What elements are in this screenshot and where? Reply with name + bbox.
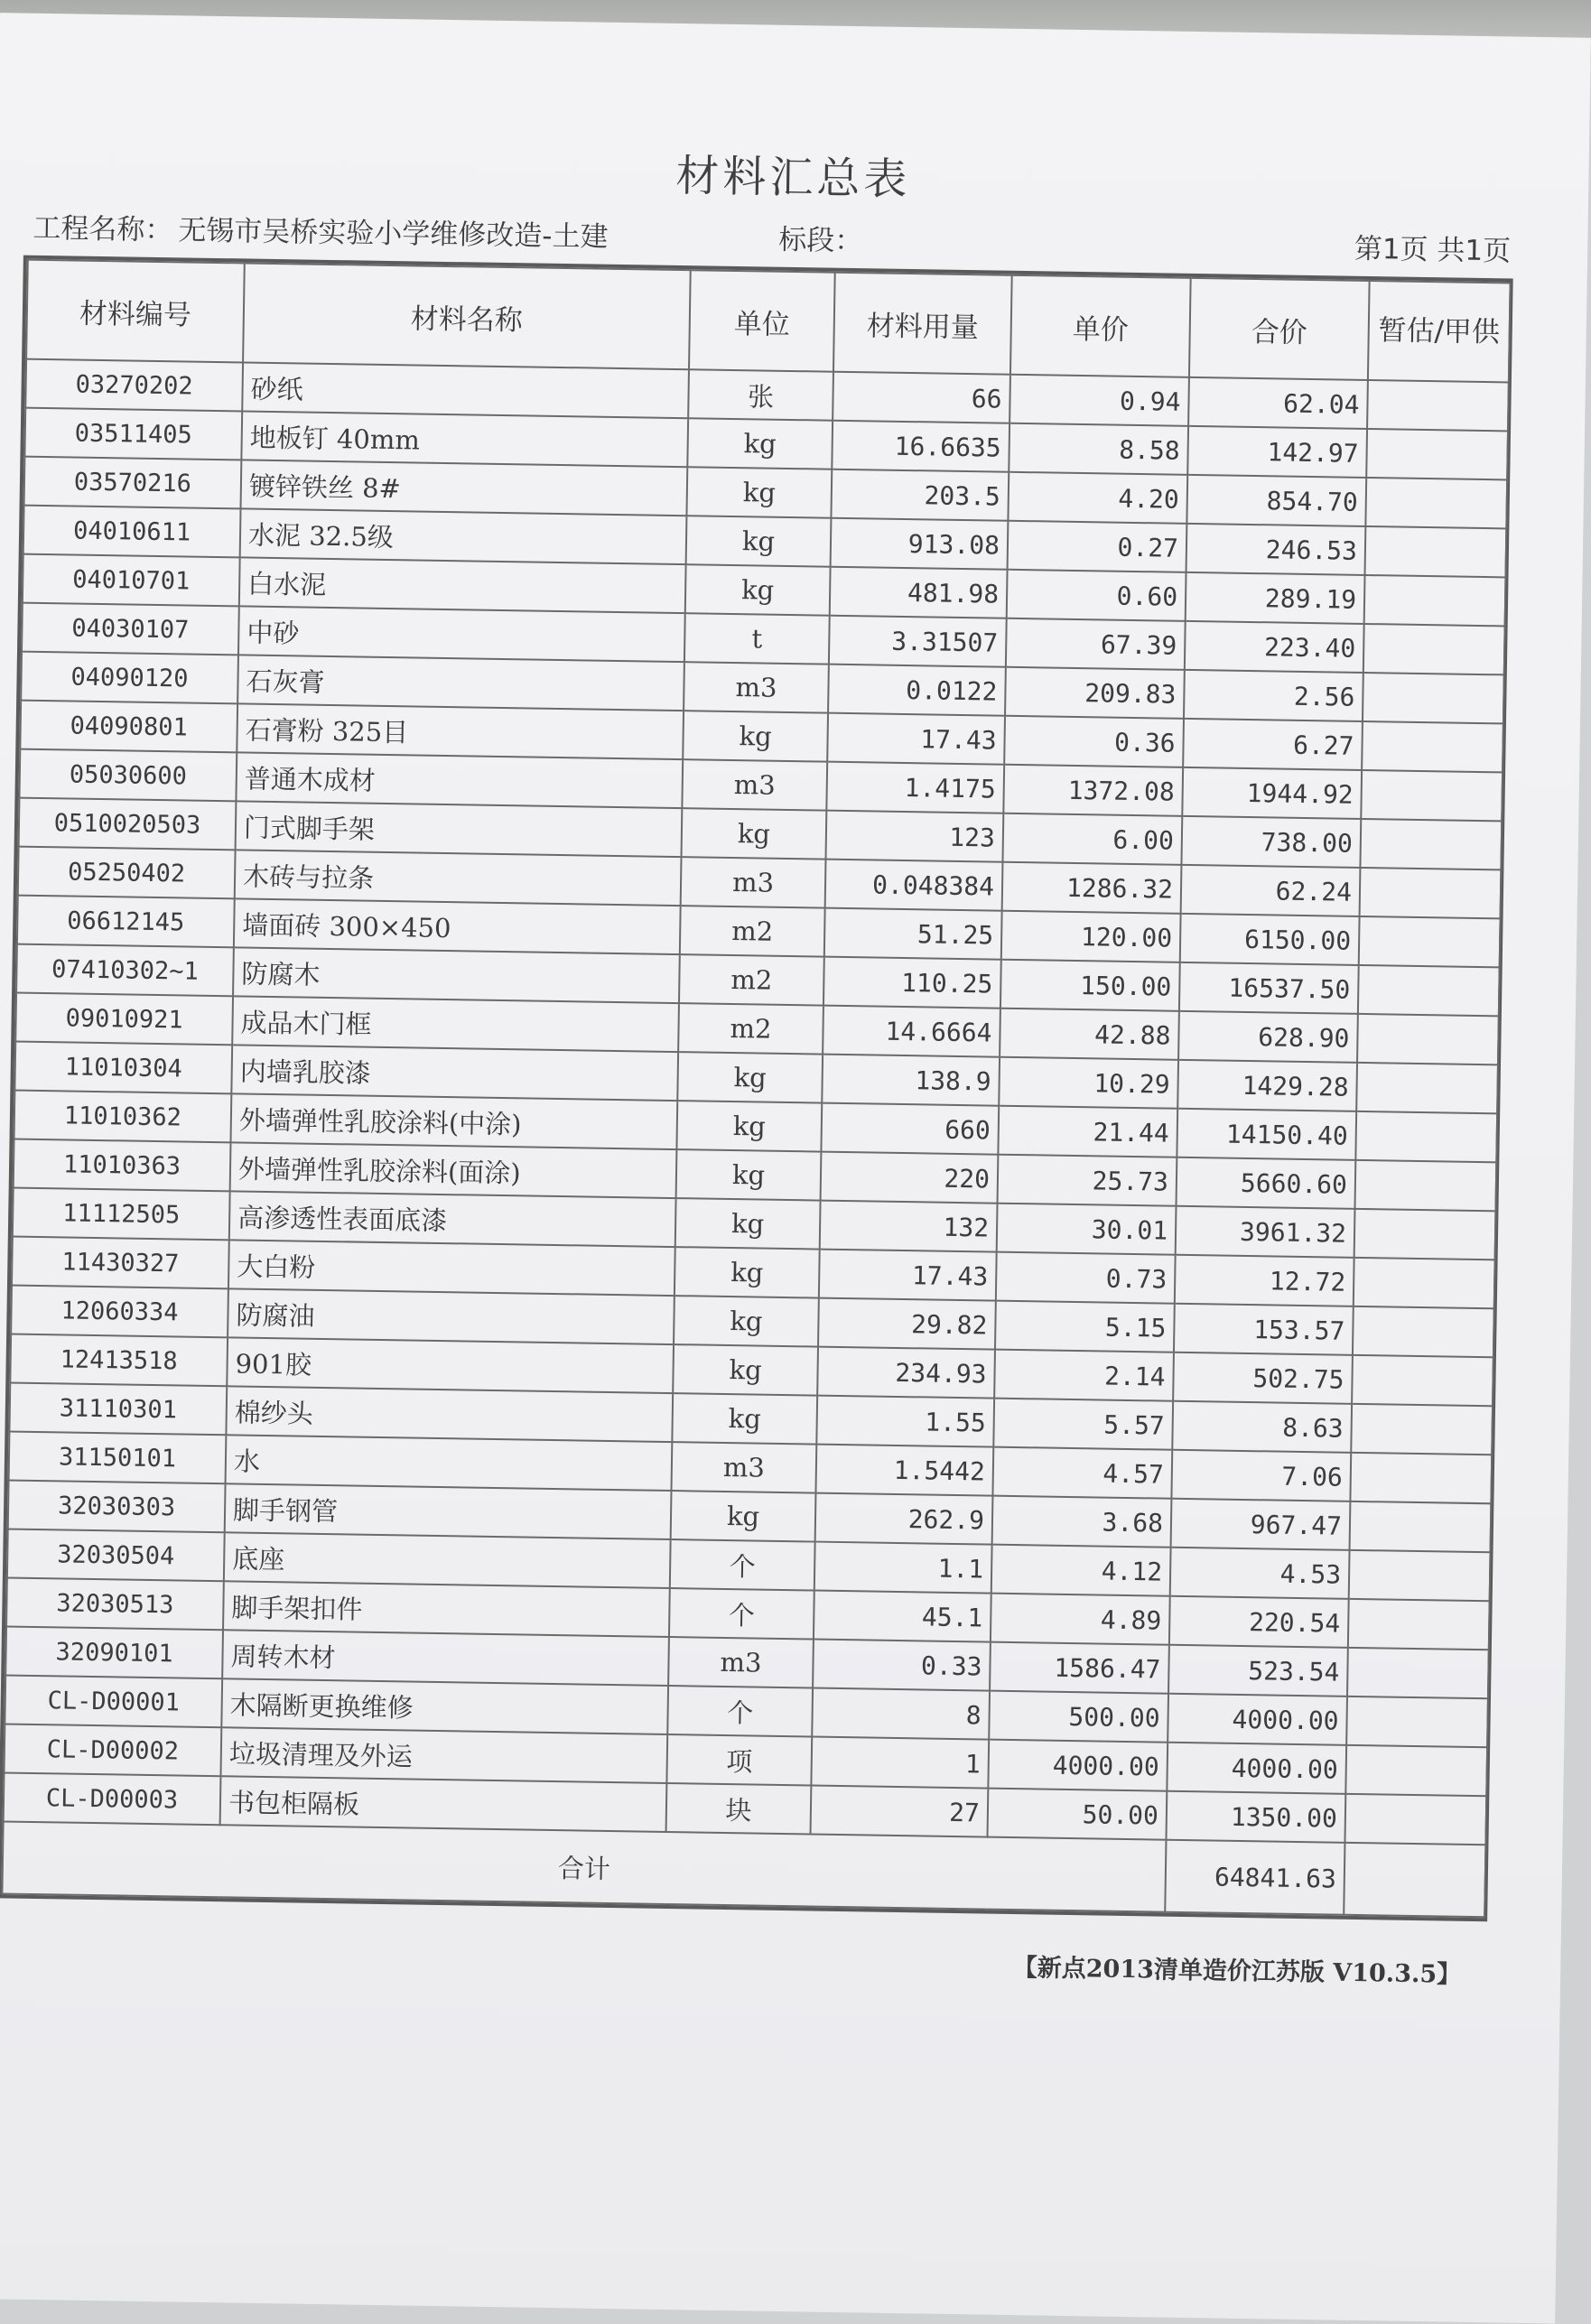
material-provisional <box>1365 478 1507 528</box>
material-unit: kg <box>672 1393 817 1445</box>
material-unit: kg <box>686 467 832 518</box>
material-quantity: 45.1 <box>814 1591 991 1642</box>
material-quantity: 123 <box>825 811 1003 862</box>
material-name: 水泥 32.5级 <box>240 508 687 564</box>
material-total-price: 16537.50 <box>1179 962 1359 1014</box>
material-provisional <box>1355 1111 1497 1162</box>
material-unit: 个 <box>667 1686 813 1737</box>
material-provisional <box>1357 1014 1499 1064</box>
material-total-price: 854.70 <box>1186 475 1366 526</box>
material-unit: kg <box>687 418 833 469</box>
material-provisional <box>1344 1794 1486 1845</box>
header-total-price: 合价 <box>1189 278 1370 380</box>
material-name: 成品木门框 <box>232 996 679 1052</box>
table-body <box>4 359 1509 1845</box>
material-provisional <box>1362 721 1503 772</box>
material-unit-price: 25.73 <box>998 1155 1177 1206</box>
material-total-price: 14150.40 <box>1177 1109 1356 1160</box>
material-provisional <box>1360 868 1502 918</box>
material-name: 内墙乳胶漆 <box>231 1045 678 1101</box>
material-code: 32030303 <box>8 1481 226 1533</box>
material-quantity: 0.33 <box>813 1640 991 1691</box>
material-unit: m3 <box>682 759 827 811</box>
material-code: 03570216 <box>24 457 242 509</box>
material-total-price: 142.97 <box>1187 426 1367 478</box>
software-footer: 【新点2013清单造价江苏版 V10.3.5】 <box>1012 1954 1462 1989</box>
material-name: 白水泥 <box>239 557 686 613</box>
material-code: 03511405 <box>24 408 242 460</box>
material-unit-price: 0.27 <box>1008 521 1187 572</box>
material-code: 0510020503 <box>19 798 237 851</box>
material-total-price: 967.47 <box>1171 1499 1351 1550</box>
material-provisional <box>1345 1745 1487 1796</box>
material-unit: kg <box>676 1101 822 1152</box>
material-unit-price: 30.01 <box>997 1204 1177 1255</box>
material-unit: m2 <box>680 906 825 957</box>
material-quantity: 262.9 <box>815 1493 993 1545</box>
material-provisional <box>1350 1501 1492 1552</box>
material-provisional <box>1367 380 1509 431</box>
material-quantity: 234.93 <box>817 1347 995 1399</box>
material-name: 垃圾清理及外运 <box>220 1727 667 1783</box>
material-code: 04010611 <box>23 506 241 558</box>
material-code: CL-D00001 <box>5 1675 222 1727</box>
material-unit: 块 <box>666 1783 812 1835</box>
material-quantity: 1.55 <box>816 1396 994 1447</box>
material-unit: m2 <box>679 954 824 1006</box>
material-unit-price: 3.68 <box>992 1496 1172 1548</box>
material-code: 11010362 <box>14 1091 232 1143</box>
material-code: 11430327 <box>12 1237 229 1289</box>
material-total-price: 1350.00 <box>1166 1791 1345 1843</box>
material-unit-price: 8.58 <box>1009 423 1188 475</box>
material-total-price: 2.56 <box>1184 670 1363 721</box>
project-info <box>33 205 609 255</box>
header-provisional: 暂估/甲供 <box>1368 281 1511 382</box>
material-quantity: 29.82 <box>818 1298 996 1350</box>
material-unit-price: 4.89 <box>991 1594 1170 1645</box>
header-name: 材料名称 <box>243 263 691 369</box>
material-provisional <box>1353 1306 1494 1357</box>
material-provisional <box>1351 1404 1493 1455</box>
material-unit: kg <box>671 1491 816 1542</box>
material-unit-price: 10.29 <box>999 1057 1178 1109</box>
material-name: 脚手架扣件 <box>223 1581 670 1637</box>
material-unit: m3 <box>681 857 826 908</box>
material-quantity: 132 <box>820 1201 998 1252</box>
material-quantity: 17.43 <box>827 713 1005 765</box>
material-total-price: 223.40 <box>1185 621 1364 673</box>
material-name: 石灰膏 <box>237 655 684 711</box>
material-name: 外墙弹性乳胶涂料(面涂) <box>230 1142 677 1198</box>
material-total-price: 6.27 <box>1183 719 1363 770</box>
materials-table <box>1 259 1511 1919</box>
material-total-price: 4000.00 <box>1168 1694 1347 1745</box>
material-unit-price: 6.00 <box>1002 813 1182 865</box>
material-unit-price: 4.20 <box>1008 472 1187 524</box>
material-code: 31150101 <box>9 1432 227 1484</box>
material-total-price: 62.04 <box>1188 377 1368 429</box>
material-name: 防腐木 <box>233 947 680 1003</box>
total-value: 64841.63 <box>1165 1840 1344 1915</box>
total-label: 合计 <box>2 1821 1166 1911</box>
material-quantity: 17.43 <box>819 1250 997 1301</box>
material-quantity: 1.5442 <box>815 1445 993 1496</box>
header-quantity: 材料用量 <box>833 273 1012 375</box>
material-unit: t <box>684 613 830 665</box>
material-provisional <box>1364 575 1506 626</box>
document-title: 材料汇总表 <box>675 150 911 206</box>
material-total-price: 62.24 <box>1181 865 1361 916</box>
material-code: 09010921 <box>15 993 233 1046</box>
material-name: 底座 <box>224 1532 671 1588</box>
material-quantity: 14.6664 <box>823 1006 1000 1057</box>
material-quantity: 220 <box>821 1152 999 1204</box>
material-total-price: 502.75 <box>1173 1353 1353 1404</box>
material-name: 砂纸 <box>242 362 689 418</box>
material-name: 石膏粉 325目 <box>237 703 684 759</box>
material-unit-price: 2.14 <box>994 1350 1174 1401</box>
material-unit-price: 21.44 <box>998 1106 1177 1157</box>
material-quantity: 66 <box>833 372 1010 423</box>
material-total-price: 1944.92 <box>1182 767 1362 819</box>
material-total-price: 12.72 <box>1175 1255 1354 1306</box>
material-name: 木隔断更换维修 <box>221 1678 668 1734</box>
material-name: 门式脚手架 <box>236 801 683 857</box>
material-code: 32030513 <box>6 1577 224 1630</box>
page-info: 第1页 共1页 <box>1354 232 1512 268</box>
material-name: 墙面砖 300×450 <box>234 898 681 954</box>
material-total-price: 6150.00 <box>1180 914 1360 965</box>
material-unit-price: 42.88 <box>1000 1009 1179 1060</box>
material-provisional <box>1354 1160 1496 1211</box>
material-unit-price: 4.12 <box>991 1545 1171 1596</box>
material-code: 04030107 <box>22 603 239 655</box>
material-total-price: 4000.00 <box>1167 1743 1346 1794</box>
material-unit-price: 0.73 <box>996 1252 1176 1304</box>
material-unit-price: 1586.47 <box>990 1642 1169 1694</box>
material-code: 12060334 <box>11 1286 228 1338</box>
material-unit-price: 4.57 <box>992 1447 1172 1499</box>
material-total-price: 4.53 <box>1170 1548 1350 1599</box>
material-quantity: 660 <box>821 1103 999 1155</box>
material-quantity: 0.048384 <box>825 860 1003 911</box>
material-name: 大白粉 <box>228 1240 675 1296</box>
material-provisional <box>1361 770 1503 821</box>
material-unit: kg <box>676 1149 822 1201</box>
material-name: 镀锌铁丝 8# <box>241 460 688 516</box>
material-provisional <box>1354 1209 1496 1260</box>
material-provisional <box>1354 1258 1495 1308</box>
section-label: 标段： <box>777 223 863 258</box>
material-total-price: 289.19 <box>1186 572 1365 624</box>
material-unit: 张 <box>688 369 833 421</box>
material-unit: kg <box>674 1296 819 1347</box>
material-unit: kg <box>673 1344 818 1396</box>
material-total-price: 8.63 <box>1172 1401 1352 1453</box>
material-name: 普通木成材 <box>236 752 683 808</box>
material-quantity: 1 <box>811 1737 989 1789</box>
material-name: 水 <box>226 1435 673 1491</box>
material-unit: kg <box>682 808 827 860</box>
material-provisional <box>1346 1697 1488 1747</box>
material-name: 周转木材 <box>222 1630 669 1686</box>
material-code: 04010701 <box>23 554 240 607</box>
material-unit: m3 <box>668 1637 814 1688</box>
material-quantity: 3.31507 <box>829 616 1007 667</box>
material-unit: kg <box>677 1052 823 1103</box>
material-name: 中砂 <box>238 606 685 662</box>
material-code: 12413518 <box>10 1334 228 1387</box>
material-unit-price: 120.00 <box>1001 911 1181 962</box>
material-unit-price: 0.36 <box>1004 716 1184 767</box>
material-provisional <box>1359 916 1501 967</box>
materials-table-container <box>0 256 1513 1922</box>
material-unit: kg <box>685 564 831 616</box>
material-code: 05030600 <box>19 749 237 802</box>
material-provisional <box>1363 624 1505 674</box>
material-unit-price: 209.83 <box>1005 667 1185 719</box>
material-unit: kg <box>686 516 832 567</box>
material-unit-price: 4000.00 <box>988 1740 1168 1791</box>
material-quantity: 1.4175 <box>826 762 1004 813</box>
material-quantity: 51.25 <box>824 908 1002 960</box>
material-unit-price: 5.57 <box>993 1399 1173 1450</box>
material-unit-price: 50.00 <box>988 1789 1168 1840</box>
material-code: 04090801 <box>20 701 237 753</box>
material-unit: kg <box>675 1247 820 1298</box>
material-unit-price: 0.60 <box>1007 570 1186 621</box>
material-quantity: 138.9 <box>822 1055 1000 1106</box>
material-total-price: 523.54 <box>1168 1645 1348 1697</box>
project-label: 工程名称： <box>33 211 173 247</box>
material-name: 901胶 <box>227 1337 674 1393</box>
material-total-price: 628.90 <box>1178 1011 1358 1063</box>
material-unit-price: 0.94 <box>1009 375 1189 426</box>
material-unit-price: 1372.08 <box>1003 765 1183 816</box>
header-code: 材料编号 <box>26 260 245 363</box>
material-unit: m3 <box>671 1442 816 1493</box>
material-unit: 个 <box>670 1539 815 1591</box>
material-provisional <box>1348 1599 1490 1650</box>
material-total-price: 5660.60 <box>1177 1157 1356 1209</box>
material-provisional <box>1365 526 1507 577</box>
material-provisional <box>1347 1648 1489 1698</box>
material-unit: kg <box>675 1198 821 1250</box>
material-quantity: 16.6635 <box>832 421 1009 472</box>
material-provisional <box>1349 1550 1491 1601</box>
material-code: 32090101 <box>5 1626 223 1678</box>
material-provisional <box>1358 965 1500 1016</box>
material-quantity: 8 <box>812 1688 990 1740</box>
material-provisional <box>1363 673 1504 723</box>
material-name: 脚手钢管 <box>225 1483 672 1539</box>
material-total-price: 7.06 <box>1171 1450 1351 1501</box>
header-unit-price: 单价 <box>1010 275 1191 377</box>
material-name: 木砖与拉条 <box>235 850 682 906</box>
material-code: 05250402 <box>18 847 236 899</box>
material-unit-price: 1286.32 <box>1002 862 1182 914</box>
material-quantity: 203.5 <box>831 469 1009 521</box>
material-code: 06612145 <box>17 896 235 948</box>
material-unit: 项 <box>666 1734 812 1786</box>
header-unit: 单位 <box>689 270 835 371</box>
material-provisional <box>1350 1453 1492 1503</box>
material-unit: m2 <box>678 1003 823 1055</box>
material-code: 11010304 <box>14 1042 232 1094</box>
material-unit-price: 5.15 <box>995 1301 1175 1353</box>
material-name: 书包柜隔板 <box>220 1776 667 1832</box>
material-quantity: 481.98 <box>830 567 1008 618</box>
material-code: 04090120 <box>21 652 238 704</box>
material-quantity: 913.08 <box>831 518 1009 570</box>
material-name: 外墙弹性乳胶涂料(中涂) <box>230 1093 677 1149</box>
total-empty-cell <box>1344 1843 1485 1917</box>
material-total-price: 3961.32 <box>1176 1206 1355 1258</box>
material-total-price: 1429.28 <box>1177 1060 1357 1111</box>
material-quantity: 110.25 <box>823 957 1001 1009</box>
material-code: 31110301 <box>9 1383 227 1436</box>
material-provisional <box>1352 1355 1493 1406</box>
material-total-price: 153.57 <box>1174 1304 1354 1355</box>
material-name: 防腐油 <box>228 1288 675 1344</box>
material-quantity: 0.0122 <box>828 665 1006 716</box>
material-unit-price: 500.00 <box>989 1691 1168 1743</box>
material-quantity: 27 <box>811 1786 989 1837</box>
material-code: 11112505 <box>13 1188 230 1241</box>
material-code: CL-D00003 <box>4 1772 221 1825</box>
material-code: 07410302~1 <box>16 944 234 997</box>
document-page <box>0 13 1591 2323</box>
material-name: 棉纱头 <box>226 1386 673 1442</box>
material-unit-price: 150.00 <box>1000 960 1180 1011</box>
material-unit: m3 <box>684 662 829 713</box>
material-total-price: 246.53 <box>1186 524 1366 575</box>
material-name: 高渗透性表面底漆 <box>229 1191 676 1247</box>
material-provisional <box>1356 1063 1498 1113</box>
material-unit-price: 67.39 <box>1006 618 1186 670</box>
material-total-price: 220.54 <box>1169 1596 1349 1648</box>
material-name: 地板钉 40mm <box>241 411 688 467</box>
material-quantity: 1.1 <box>814 1542 992 1594</box>
material-code: CL-D00002 <box>4 1724 221 1776</box>
material-unit: 个 <box>669 1588 814 1640</box>
material-total-price: 738.00 <box>1181 816 1361 868</box>
material-unit: kg <box>683 711 828 762</box>
project-name: 无锡市吴桥实验小学维修改造-土建 <box>178 214 609 254</box>
material-code: 03270202 <box>25 359 243 412</box>
material-code: 11010363 <box>14 1139 231 1192</box>
material-provisional <box>1366 429 1508 479</box>
material-code: 32030504 <box>7 1529 225 1582</box>
material-provisional <box>1360 819 1502 869</box>
